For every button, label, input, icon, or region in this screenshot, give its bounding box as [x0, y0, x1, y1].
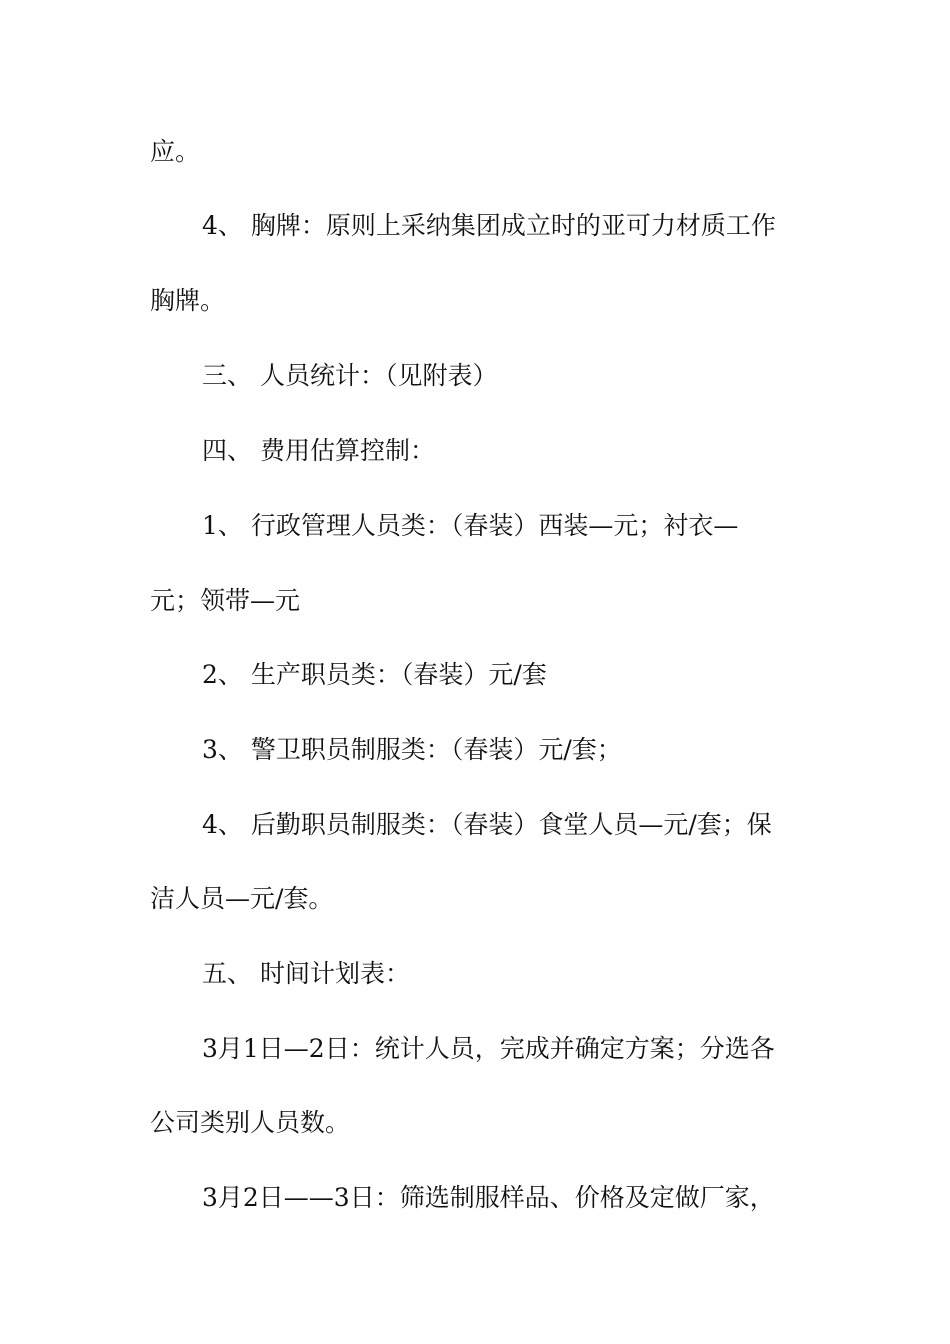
text-line: 4、 胸牌：原则上采纳集团成立时的亚可力材质工作	[202, 211, 776, 240]
section-heading: 四、 费用估算控制：	[202, 436, 435, 465]
text-line: 1、 行政管理人员类：（春装）西装—元；衬衣—	[202, 511, 739, 540]
text-line: 洁人员—元/套。	[150, 884, 334, 913]
text-line: 胸牌。	[150, 286, 226, 315]
text-line: 公司类别人员数。	[150, 1108, 351, 1137]
text-line: 3、 警卫职员制服类：（春装）元/套；	[202, 735, 622, 764]
section-heading: 三、 人员统计：（见附表）	[202, 361, 498, 390]
text-line: 4、 后勤职员制服类：（春装）食堂人员—元/套；保	[202, 810, 772, 839]
text-line: 3月2日——3日：筛选制服样品、价格及定做厂家，	[202, 1183, 775, 1212]
text-line: 应。	[150, 137, 201, 166]
text-line: 2、 生产职员类：（春装）元/套	[202, 660, 547, 689]
text-line: 3月1日—2日：统计人员，完成并确定方案；分选各	[202, 1034, 775, 1063]
text-line: 元；领带—元	[150, 586, 301, 615]
section-heading: 五、 时间计划表：	[202, 959, 410, 988]
